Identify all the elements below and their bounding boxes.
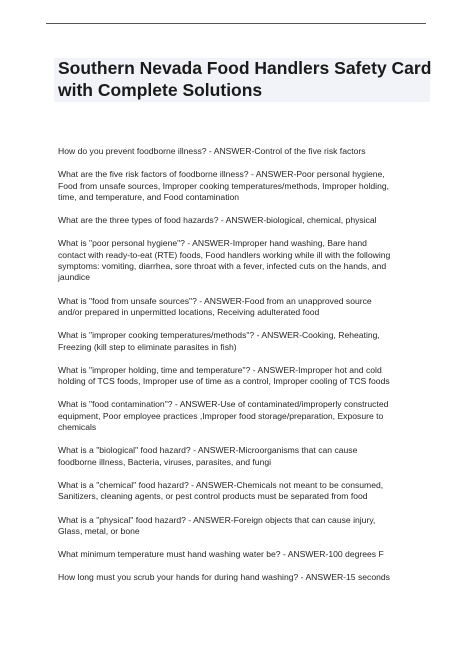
header-rule [46,23,426,24]
qa-list [58,146,443,584]
qa-item: What is "improper holding, time and temperature"? - ANSWER-Improper hot and cold holding of TCS foods, Improper use of time as a control, Improper cooling of TCS foods [58,364,390,387]
qa-item: What are the five risk factors of foodborne illness? - ANSWER-Poor personal hygiene, Food from unsafe sources, Improper cooking temperatures/methods, Improper holding, time, and temperature, and Food contamination [58,169,390,202]
qa-item: What is a "physical" food hazard? - ANSWER-Foreign objects that can cause injury, Glass, metal, or bone [58,514,376,536]
qa-item: What is "food contamination"? - ANSWER-Use of contaminated/improperly constructed equipment, Poor employee practices ,Improper food storage/preparation, Exposure to chemicals [58,399,389,433]
qa-item: What minimum temperature must hand washing water be? - ANSWER-100 degrees F [58,549,384,560]
qa-item: What is "food from unsafe sources"? - ANSWER-Food from an unapproved source and/or prepared in unpermitted locations, Receiving adulterated food [58,295,372,317]
page-title: Southern Nevada Food Handlers Safety Card with Complete Solutions [58,58,432,100]
qa-item: What is "improper cooking temperatures/methods"? - ANSWER-Cooking, Reheating, Freezing (kill step to eliminate parasites in fish) [58,330,380,352]
qa-item: What is a "chemical" food hazard? - ANSWER-Chemicals not meant to be consumed, Sanitizers, cleaning agents, or pest control products must be separated from food [58,479,384,502]
qa-item: How do you prevent foodborne illness? - ANSWER-Control of the five risk factors [58,146,366,156]
qa-item: What is a "biological" food hazard? - ANSWER-Microorganisms that can cause foodborne illness, Bacteria, viruses, parasites, and fungi [58,445,358,467]
qa-item: How long must you scrub your hands for during hand washing? - ANSWER-15 seconds [58,572,390,583]
qa-item: What are the three types of food hazards? - ANSWER-biological, chemical, physical [58,215,377,226]
qa-item: What is "poor personal hygiene"? - ANSWER-Improper hand washing, Bare hand contact with ready-to-eat (RTE) foods, Food handlers working while ill with the following symptoms: vomiting, diarrhea, sore throat with a fever, infected cuts on the hands, and jaundice [58,238,391,283]
